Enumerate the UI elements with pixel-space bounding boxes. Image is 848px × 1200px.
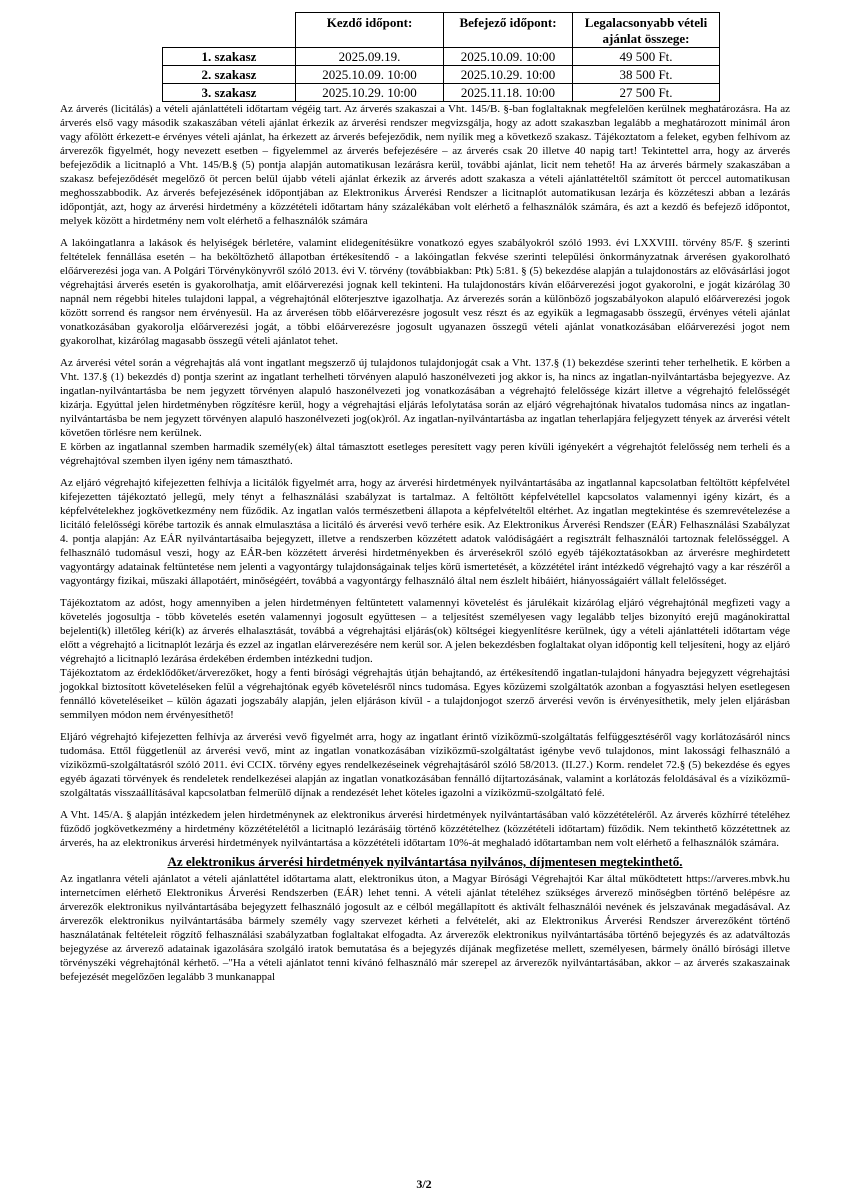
table-header-start: Kezdő időpont: [296, 13, 444, 48]
stage-label: 3. szakasz [163, 84, 296, 102]
stage-start: 2025.10.29. 10:00 [296, 84, 444, 102]
stage-start: 2025.09.19. [296, 48, 444, 66]
paragraph-publication: A Vht. 145/A. § alapján intézkedem jelen hirdetménynek az elektronikus árverési hirdetmények nyilvántartásában való közzétételéről. Az árverés közhírré tételéhez fűződő jogkövetkezmény a hirdetmény közzétételétől a licitnapló lezárásáig történő közzétételhez (közzétételi időtartam) fűződik. Nem tekinthető közzétettnek az árverés, ha az elektronikus árverési hirdetmények nyilvántartása a közzétételi időtartam 10%-át meghaladó időtartamban nem volt elérhető a felhasználók számára. [60, 809, 790, 849]
table-header-end: Befejező időpont: [444, 13, 573, 48]
document-page [60, 12, 790, 984]
table-row [163, 48, 720, 66]
paragraph-debtor-notice: Tájékoztatom az adóst, hogy amennyiben a jelen hirdetményen feltüntetett valamennyi követelést és járulékait kizárólag eljáró végrehajtónál megfizeti vagy a követelés jogosultja - több követelés esetén valamennyi jogosult együttesen – a teljesítést személyesen vagy legalább teljes bizonyító erejű magánokirattal bejelenti(k) illetőleg kéri(k) az árverés elhalasztását, továbbá a végrehajtási eljárás(ok) költségei kiegyenlítésre kerülnek, úgy a vételi ajánlattételi időtartam vége előtt a végrehajtó a licitnaplót lezárja és ezzel az ingatlan elárverezésére nem kerül sor. A jelen bekezdésben foglaltakat olyan időpontig kell teljesíteni, hogy az eljáró végrehajtó a licitnapló lezárása érdekében érdemben intézkedni tudjon. [60, 597, 790, 665]
table-header-row [163, 13, 720, 48]
paragraph-utility-claims: Tájékoztatom az érdeklődőket/árverezőket, hogy a fenti bírósági végrehajtás útján behajtandó, az értékesítendő ingatlan-tulajdoni hányadra bejegyzett végrehajtási jogokkal biztosított követeléseken felül a végrehajtónak egyéb követelésről nincs tudomása. Egyes közüzemi szolgáltatók azonban a fogyasztási helyen esetlegesen fennálló követeléseiket – külön ágazati jogszabály alapján, jelen eljáráson kívül - a tulajdonjogot szerző árverési vevőn is érvényesíthetik, mely jelen eljárásban semmilyen módon nem érvényesíthető! [60, 667, 790, 721]
stage-end: 2025.10.29. 10:00 [444, 66, 573, 84]
paragraph-third-party-claims: E körben az ingatlannal szemben harmadik személy(ek) által támasztott esetleges peresített vagy peren kívüli igényekért a végrehajtót felelősség nem terheli és a végrehajtóval szemben ilyen igény nem támasztható. [60, 441, 790, 467]
stage-label: 2. szakasz [163, 66, 296, 84]
stage-end: 2025.11.18. 10:00 [444, 84, 573, 102]
page-number: 3/2 [416, 1177, 432, 1191]
paragraph-auction-duration: Az árverés (licitálás) a vételi ajánlattételi időtartam végéig tart. Az árverés szakaszai a Vht. 145/B. §-ban foglaltaknak megfelelően kerülnek meghatározásra. Ha az árverés első vagy második szakaszában vételi ajánlat érkezik az árverési rendszer megvizsgálja, hogy az adott szakaszban legalább a meghatározott minimál áron vagy afölött érkezett-e érvényes vételi ajánlat, ha érkezett az árverés befejeződik, nem nyílik meg a következő szakasz. Tájékoztatom a feleket, egyben felhívom az árverezők figyelmét, hogy nevezett esetben – figyelemmel az árverés befejezésére – az árverés csak 20 illetve 40 napig tart! Tekintettel arra, hogy az árverés befejeződik a licitnapló a Vht. 145/B.§ (5) pontja alapján automatikusan lezárásra kerül, további ajánlat, licit nem tehető! Ha az árverés bármely szakaszában a szakasz befejeződését megelőző öt percen belül újabb vételi ajánlat érkezik az árverés adott szakasza a vételi ajánlattételtől számított öt perccel automatikusan meghosszabbodik. Az árverés befejezésének időpontjában az Elektronikus Árverési Rendszer a licitnaplót automatikusan lezárja és közzéteszi abban a lezárás időpontját, azt, hogy az árverési hirdetmény a közzétételi időtartam hány százalékában volt elérhető a felhasználók számára, és azt a kezdő és befejező időpontot, melyek között a hirdetmény nem volt elérhető a felhasználók számára [60, 103, 790, 227]
auction-schedule-table [162, 12, 720, 102]
section-heading: Az elektronikus árverési hirdetmények nyilvántartása nyilvános, díjmentesen megtekinthető. [167, 854, 683, 869]
paragraph-pre-emption-rights: A lakóingatlanra a lakások és helyiségek bérletére, valamint elidegenítésükre vonatkozó egyes szabályokról szóló 1993. évi LXXVIII. törvény 85/F. § szerinti feltételek fennállása esetén – ha beköltözhető állapotban értékesítendő - a lakóingatlan fekvése szerinti települési önkormányzatnak árverésen gyakorolható előárverezési joga van. A Polgári Törvénykönyvről szóló 2013. évi V. törvény (továbbiakban: Ptk) 5:81. § (5) bekezdése alapján a tulajdonostárs az elővásárlási jogot végrehajtási árverés esetén is gyakorolhatja, amit előárverezési jognak kell tekinteni. Ha tulajdonostárs kíván előárverezési jogot gyakorolni, e jogát kizárólag 30 napnál nem régebbi hiteles tulajdoni lappal, a végrehajtónál előterjesztve igazolhatja. Az árverezés során a különböző jogszabályokon alapuló előárverezési jogok között sorrend és rangsor nem érvényesül. Ha az árverésen több előárverezésre jogosult vesz részt és az egyikük a legmagasabb összegű, érvényes vételi ajánlat vonatkozásában gyakorolja előárverezési jogát, a többi előárverezésre jogosult ugyanazen összegű vételi ajánlat vonatkozásában előárverezési jogot nem gyakorolhat, kizárólag magasabb összegű vételi ajánlatot tehet. [60, 237, 790, 347]
stage-label: 1. szakasz [163, 48, 296, 66]
table-row [163, 84, 720, 102]
paragraph-online-bidding: Az ingatlanra vételi ajánlatot a vételi ajánlattétel időtartama alatt, elektronikus úton, a Magyar Bírósági Végrehajtói Kar által működtetett https://arveres.mbvk.hu internetcímen elérhető Elektronikus Árverési Rendszerben (EÁR) lehet tenni. A vételi ajánlat tételéhez szükséges árverező minőségben történő belépésre az árverezők elektronikus nyilvántartásába bejegyzett felhasználó jogosult az e célból megállapított és aktivált felhasználói nevének és jelszavának megadásával. Az árverezők elektronikus nyilvántartásába bármely személy vagy szervezet kérheti a felvételét, aki az Elektronikus Árverési Rendszer árverezőként történő használatának feltételeit rögzítő felhasználási szabályzatban foglaltakat elfogadta. Az árverezők elektronikus nyilvántartásába történő bejegyzés és az adatváltozás bejegyzése az árverező adatainak igazolására szolgáló iratok bemutatása és a bejegyzés díjának megfizetése mellett, személyesen, bármely önálló bírósági illetve törvényszéki végrehajtónál kérhető. –"Ha a vételi ajánlatot tenni kívánó felhasználó már szerepel az árverezők nyilvántartásában, akkor – az árverés szakaszainak befejezését megelőzően legalább 3 munkanappal [60, 873, 790, 983]
paragraph-water-utility: Eljáró végrehajtó kifejezetten felhívja az árverési vevő figyelmét arra, hogy az ingatlant érintő víziközmű-szolgáltatás felfüggesztéséről vagy korlátozásáról nincs tudomása. Ettől függetlenül az árverési vevő, mint az ingatlan vonatkozásában víziközmű-szolgáltatást igénybe vevő tulajdonos, mint lakossági felhasználó a víziközmű-szolgáltatásról szóló 2011. évi CCIX. törvény egyes rendelkezéseinek végrehajtásáról szóló 58/2013. (II.27.) Korm. rendelet 72.§ (5) bekezdése és egyes egyéb ágazati törvények és rendeletek rendelkezései alapján az ingatlan vonatkozásában fennálló díjtartozásának, valamint a korlátozás feloldásával és a víziközmű-szolgáltatás visszaállításával kapcsolatban felmerülő díjnak a rendezését lehet köteles igazolni a víziközmű-szolgáltató felé. [60, 731, 790, 799]
stage-min-offer: 27 500 Ft. [573, 84, 720, 102]
stage-start: 2025.10.09. 10:00 [296, 66, 444, 84]
paragraph-encumbrances: Az árverési vétel során a végrehajtás alá vont ingatlant megszerző új tulajdonos tulajdonjogát csak a Vht. 137.§ (1) bekezdése szerinti teher terhelhetik. E körben a Vht. 137.§ (1) bekezdés d) pontja szerint az ingatlant terhelheti törvényen alapuló haszonélvezeti jog akkor is, ha nincs az ingatlan-nyilvántartásba bejegyezve. Az ingatlan-nyilvántartásba be nem jegyzett törvényen alapuló haszonélvezeti jog vonatkozásában a végrehajtó felelőssége kizárt illetve a végrehajtó felelősségét kizárja. Egyúttal jelen hirdetményben rögzítésre kerül, hogy a végrehajtási eljárás lefolytatása során az eljáró végrehajtónak hivatalos tudomása nincs az ingatlan-nyilvántartásba be nem jegyzett törvényen alapuló haszonélvezeti jog(ok)ról. Az ingatlan-nyilvántartásba az ingatlan teherlapjára feljegyzett tények az árverési vételt követően törlésre nem kerülnek. [60, 357, 790, 439]
stage-min-offer: 49 500 Ft. [573, 48, 720, 66]
table-header-blank [163, 13, 296, 48]
table-row [163, 66, 720, 84]
stage-min-offer: 38 500 Ft. [573, 66, 720, 84]
stage-end: 2025.10.09. 10:00 [444, 48, 573, 66]
paragraph-photos-disclaimer: Az eljáró végrehajtó kifejezetten felhívja a licitálók figyelmét arra, hogy az árverési hirdetmények nyilvántartásába az ingatlannal kapcsolatban feltöltött képfelvétel kifejezetten tájékoztató jellegű, mely tényt a felhasználási szabályzat is tartalmaz. A feltöltött képfelvétellel kapcsolatos valamennyi igény kizárt, és a képfelvételekhez jogkövetkezmény nem fűződik. Az ingatlan valós természetbeni állapota a képfelvételtől eltérhet. Az ingatlan megtekintése és szemrevételezése a licitáló felelősségi körébe tartozik és annak elmulasztása a licitáló és árverési vevő terhére esik. Az Elektronikus Árverési Rendszer (EÁR) Felhasználási Szabályzat 4. pontja alapján: Az EÁR nyilvántartásaiba bejegyzett, illetve a rendszerben közzétett adatok valódiságáért a regisztrált felhasználói tartoznak felelősséggel. A felhasználó tudomásul veszi, hogy az EÁR-ben közzétett árverési hirdetményekben és árverésekről szóló egyéb tájékoztatásokban az árverésre meghirdetett vagyontárgy adatainak feltüntetése nem jelenti a vagyontárgy tulajdonságainak teljes körű ismertetését, a közzététel iránt intézkedő végrehajtó vagy a kar részéről a vagyontárgy fizikai, műszaki állapotáért, minőségéért, továbbá a vagyontárgy felhasználó által nem észlelt hibáiért, hiányosságaiért vállalt felelősséget. [60, 477, 790, 587]
table-header-min-offer: Legalacsonyabb vételi ajánlat összege: [573, 13, 720, 48]
